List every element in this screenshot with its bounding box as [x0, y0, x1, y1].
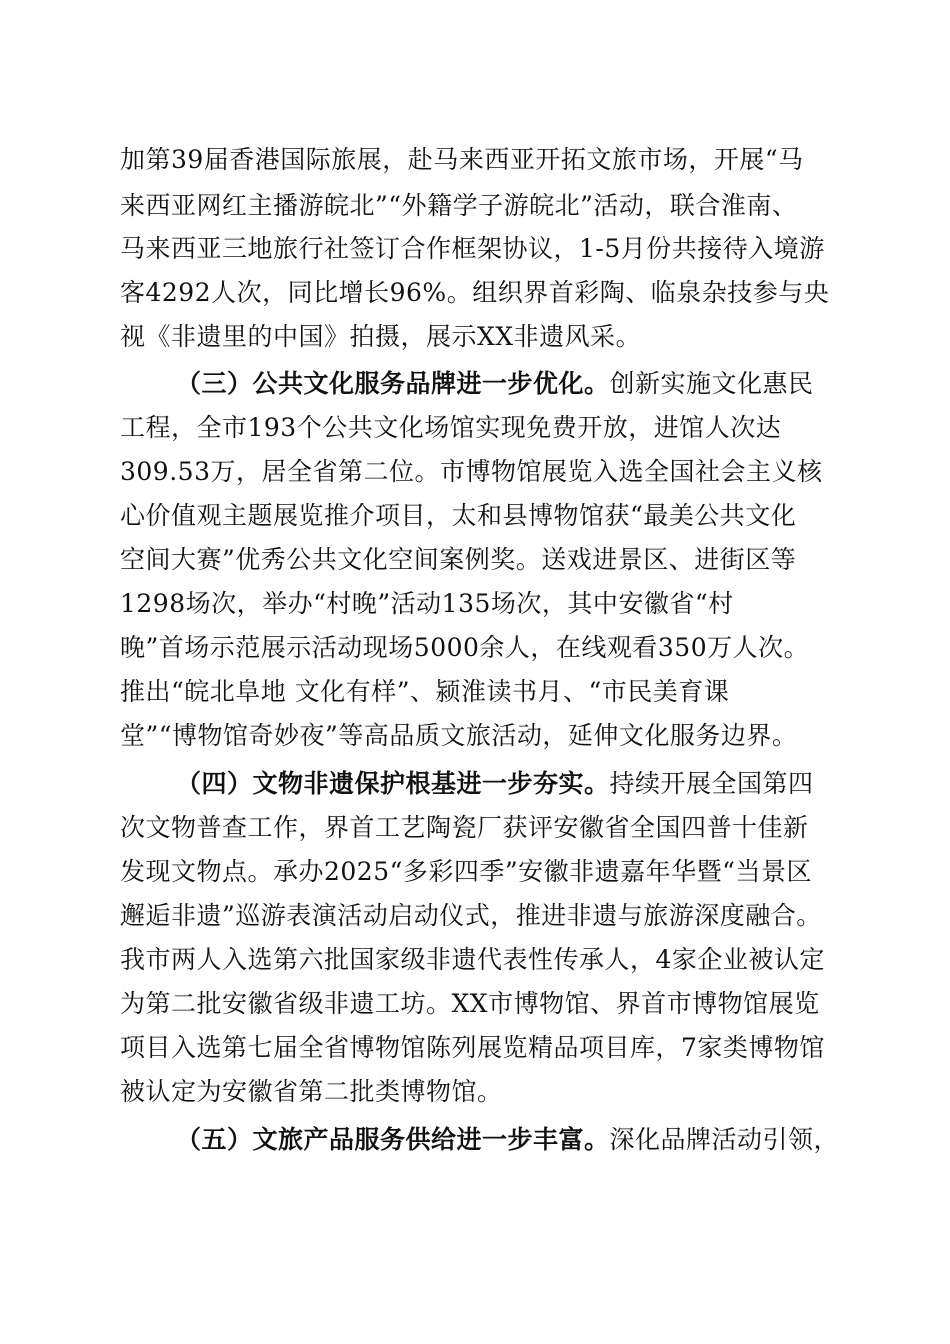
text-line: 309.53万，居全省第二位。市博物馆展览入选全国社会主义核 — [120, 457, 823, 486]
text-line: 心价值观主题展览推介项目，太和县博物馆获“最美公共文化 — [120, 501, 797, 530]
section-heading: （三）公共文化服务品牌进一步优化。 — [176, 369, 610, 398]
text-line: 邂逅非遗”巡游表演活动启动仪式，推进非遗与旅游深度融合。 — [120, 901, 822, 930]
text-line: 视《非遗里的中国》拍摄，展示XX非遗风采。 — [120, 322, 642, 351]
text-line: 被认定为安徽省第二批类博物馆。 — [120, 1077, 503, 1106]
section-4-heading-line: （四）文物非遗保护根基进一步夯实。持续开展全国第四 — [176, 769, 814, 798]
text-line: 工程，全市193个公共文化场馆实现免费开放，进馆人次达 — [120, 413, 782, 442]
text-line: 来西亚网红主播游皖北”“外籍学子游皖北”活动，联合淮南、 — [120, 191, 798, 220]
text-line: 加第39届香港国际旅展，赴马来西亚开拓文旅市场，开展“马 — [120, 145, 804, 174]
text-line: 推出“皖北阜地 文化有样”、颍淮读书月、“市民美育课 — [120, 677, 730, 706]
text-line: 空间大赛”优秀公共文化空间案例奖。送戏进景区、进街区等 — [120, 545, 797, 574]
text-line: 次文物普查工作，界首工艺陶瓷厂获评安徽省全国四普十佳新 — [120, 813, 809, 842]
text-line: 为第二批安徽省级非遗工坊。XX市博物馆、界首市博物馆展览 — [120, 989, 820, 1018]
text-line: 发现文物点。承办2025“多彩四季”安徽非遗嘉年华暨“当景区 — [120, 857, 812, 886]
text-line: 客4292人次，同比增长96%。组织界首彩陶、临泉杂技参与央 — [120, 278, 830, 307]
text-line: 堂”“博物馆奇妙夜”等高品质文旅活动，延伸文化服务边界。 — [120, 721, 798, 750]
section-heading: （五）文旅产品服务供给进一步丰富。 — [176, 1125, 610, 1154]
section-3-heading-line: （三）公共文化服务品牌进一步优化。创新实施文化惠民 — [176, 369, 814, 398]
text-line: 晚”首场示范展示活动现场5000余人，在线观看350万人次。 — [120, 633, 810, 662]
text-line: 我市两人入选第六批国家级非遗代表性传承人，4家企业被认定 — [120, 945, 825, 974]
text-line: 马来西亚三地旅行社签订合作框架协议，1-5月份共接待入境游 — [120, 234, 825, 263]
section-heading: （四）文物非遗保护根基进一步夯实。 — [176, 769, 610, 798]
section-5-heading-line: （五）文旅产品服务供给进一步丰富。深化品牌活动引领， — [176, 1125, 840, 1154]
text-line: 项目入选第七届全省博物馆陈列展览精品项目库，7家类博物馆 — [120, 1033, 825, 1062]
text-line: 1298场次，举办“村晚”活动135场次，其中安徽省“村 — [120, 589, 734, 618]
